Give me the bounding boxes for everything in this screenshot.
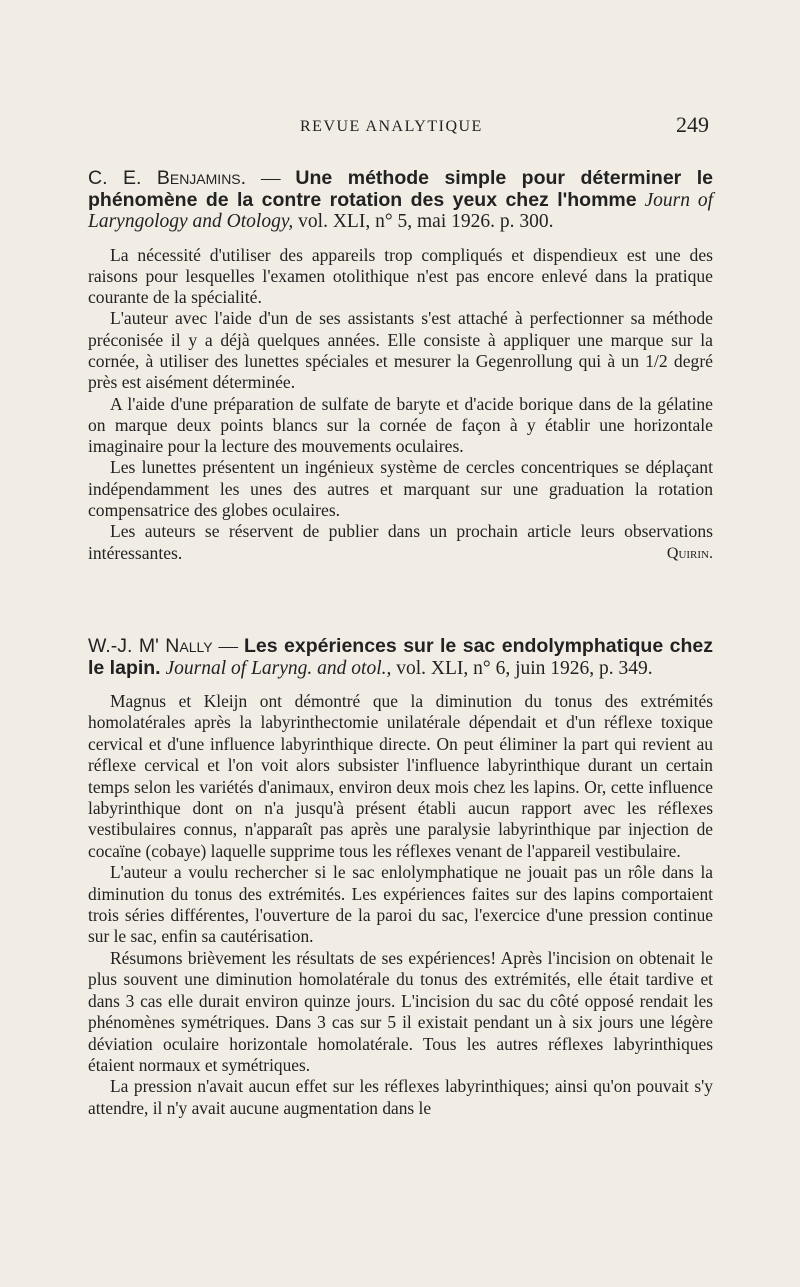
citation-dash: — [246,168,296,189]
paragraph: Résumons brièvement les résultats de ses expériences! Après l'incision on obtenait le plus souvent une diminution homolatérale du tonus des extrémités, elle était tardive et dans 3 cas elle durait environ quinze jours. L'incision du sac du côté opposé rendait les phénomènes symétriques. Dans 3 cas sur 5 il existait pendant un à six jours une légère déviation oculaire horizontale homolatérale. Tous les autres réflexes labyrinthiques étaient normaux et symétriques. [88,947,713,1075]
article-title: Les expériences sur le sac endolymphatique chez le lapin. [88,635,713,679]
running-header [0,112,800,142]
article-author: W.-J. M' Nally [88,635,213,657]
paragraph: La nécessité d'utiliser des appareils trop compliqués et dispendieux est une des raisons pour lesquelles l'examen otolithique n'est pas encore enlevé dans la pratique courante de la spécialité. [88,244,713,308]
article-body [88,245,713,564]
journal-name: Journ of Laryngology and Otology, [88,189,713,232]
citation-dash: — [212,636,244,657]
article-body [88,691,713,1119]
article-mnally [88,636,713,1119]
paragraph: L'auteur a voulu rechercher si le sac enlolymphatique ne jouait pas un rôle dans la diminution du tonus des extrémités. Les expériences faites sur des lapins comportaient trois séries différentes, l'ouverture de la paroi du sac, l'exercice d'une pression continue sur le sac, enfin sa cautérisation. [88,862,713,947]
journal-reference: vol. XLI, n° 5, mai 1926. p. 300. [293,211,554,232]
article-citation [88,168,713,233]
article-author: C. E. Benjamins. [88,167,247,189]
article-title: Une méthode simple pour déterminer le phénomène de la contre rotation des yeux chez l'homme [88,167,713,211]
paragraph: La pression n'avait aucun effet sur les réflexes labyrinthiques; ainsi qu'on pouvait s'y attendre, il n'y avait aucune augmentation dans le [88,1076,713,1118]
paragraph: Les lunettes présentent un ingénieux système de cercles concentriques se déplaçant indépendamment les unes des autres et marquant sur une graduation la rotation compensatrice des globes oculaires. [88,457,713,521]
page-number: 249 [676,112,709,137]
paragraph-text: Les auteurs se réservent de publier dans un prochain article leurs observations intéressantes. [88,521,713,563]
paragraph: A l'aide d'une préparation de sulfate de baryte et d'acide borique dans de la gélatine on marque deux points blancs sur la cornée de façon à y établir une horizontale imaginaire pour la lecture des mouvements oculaires. [88,393,713,457]
journal-name: Journal of Laryng. and otol., [165,657,392,679]
reviewer-signature: Quirin. [666,544,713,562]
journal-reference: vol. XLI, n° 6, juin 1926, p. 349. [391,657,653,679]
paragraph: Magnus et Kleijn ont démontré que la diminution du tonus des extrémités homolatérales après la labyrinthectomie unilatérale dépendait et d'un réflexe toxique cervical et d'une influence labyrinthique directe. On peut éliminer la part qui revient au réflexe cervical et l'on voit alors subsister l'influence labyrinthique durant un certain temps selon les variétés d'animaux, environ deux mois chez les lapins. Or, cette influence labyrinthique dont on n'a jusqu'à présent établi aucun rapport avec les réflexes vestibulaires connus, n'apparaît pas après une paralysie labyrinthique par injection de cocaïne (cobaye) laquelle supprime tous les réflexes venant de l'appareil vestibulaire. [88,691,713,861]
paragraph: L'auteur avec l'aide d'un de ses assistants s'est attaché à perfectionner sa méthode préconisée il y a déjà quelques années. Elle consiste à appliquer une marque sur la cornée, à utiliser des lunettes spéciales et mesurer la Gegenrollung qui à un 1/2 degré près est aisément déterminée. [88,308,713,393]
paragraph-last [88,521,713,564]
article-citation [88,636,713,679]
article-benjamins [88,168,713,564]
running-title: REVUE ANALYTIQUE [300,118,483,135]
